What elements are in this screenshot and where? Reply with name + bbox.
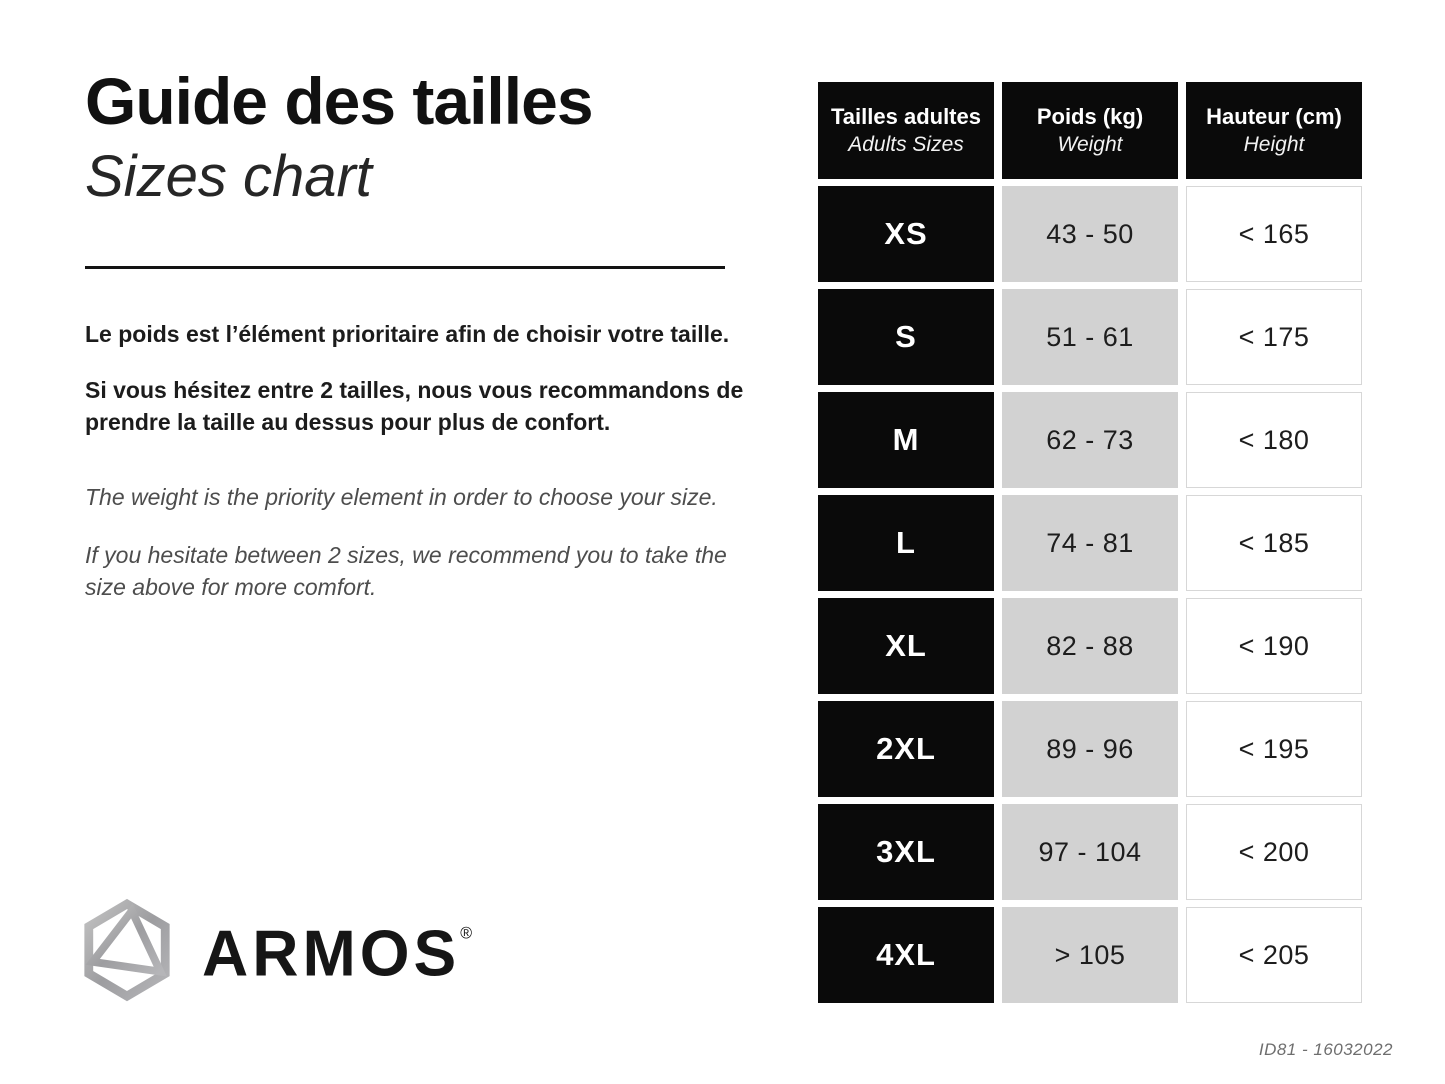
- height-cell-l: < 185: [1186, 495, 1362, 591]
- height-cell-3xl: < 200: [1186, 804, 1362, 900]
- size-cell-2xl: 2XL: [818, 701, 994, 797]
- header-weight: [1002, 82, 1178, 179]
- registered-mark-icon: ®: [460, 925, 473, 943]
- document-id: ID81 - 16032022: [1258, 1040, 1393, 1059]
- brand-name: ARMOS: [202, 916, 461, 990]
- weight-cell-2xl: 89 - 96: [1002, 701, 1178, 797]
- header-weight-en: Weight: [1057, 133, 1123, 156]
- size-cell-m: M: [818, 392, 994, 488]
- size-cell-4xl: 4XL: [818, 907, 994, 1003]
- page-subtitle: Sizes chart: [85, 144, 372, 210]
- header-sizes-fr: Tailles adultes: [831, 104, 981, 129]
- height-cell-xl: < 190: [1186, 598, 1362, 694]
- weight-cell-s: 51 - 61: [1002, 289, 1178, 385]
- header-height-en: Height: [1243, 133, 1305, 156]
- size-cell-s: S: [818, 289, 994, 385]
- weight-cell-xl: 82 - 88: [1002, 598, 1178, 694]
- header-sizes: [818, 82, 994, 179]
- height-cell-2xl: < 195: [1186, 701, 1362, 797]
- weight-cell-3xl: 97 - 104: [1002, 804, 1178, 900]
- height-cell-4xl: < 205: [1186, 907, 1362, 1003]
- size-cell-xs: XS: [818, 186, 994, 282]
- intro-section: [85, 66, 775, 604]
- size-cell-3xl: 3XL: [818, 804, 994, 900]
- weight-cell-m: 62 - 73: [1002, 392, 1178, 488]
- header-weight-fr: Poids (kg): [1036, 104, 1144, 129]
- page-title: Guide des tailles: [85, 64, 593, 138]
- paragraph-fr-hesitate: Si vous hésitez entre 2 tailles, nous vous recommandons de prendre la taille au dessus pour plus de confort.: [85, 376, 744, 435]
- height-cell-xs: < 165: [1186, 186, 1362, 282]
- paragraph-en-hesitate: If you hesitate between 2 sizes, we recommend you to take the size above for more comfort.: [85, 542, 727, 600]
- paragraph-fr-weight: Le poids est l’élément prioritaire afin de choisir votre taille.: [85, 321, 730, 348]
- header-height-fr: Hauteur (cm): [1206, 104, 1342, 129]
- brand-wordmark: [202, 916, 473, 990]
- size-cell-xl: XL: [818, 598, 994, 694]
- header-height: [1186, 82, 1362, 179]
- size-cell-l: L: [818, 495, 994, 591]
- height-cell-m: < 180: [1186, 392, 1362, 488]
- size-table: [818, 82, 1362, 1003]
- armos-logo: [78, 896, 472, 1010]
- paragraph-en-weight: The weight is the priority element in order to choose your size.: [85, 484, 718, 511]
- header-sizes-en: Adults Sizes: [848, 133, 964, 156]
- weight-cell-xs: 43 - 50: [1002, 186, 1178, 282]
- hexagon-triangle-logo-icon: [78, 896, 176, 1010]
- height-cell-s: < 175: [1186, 289, 1362, 385]
- weight-cell-4xl: > 105: [1002, 907, 1178, 1003]
- title-divider: [85, 266, 725, 269]
- weight-cell-l: 74 - 81: [1002, 495, 1178, 591]
